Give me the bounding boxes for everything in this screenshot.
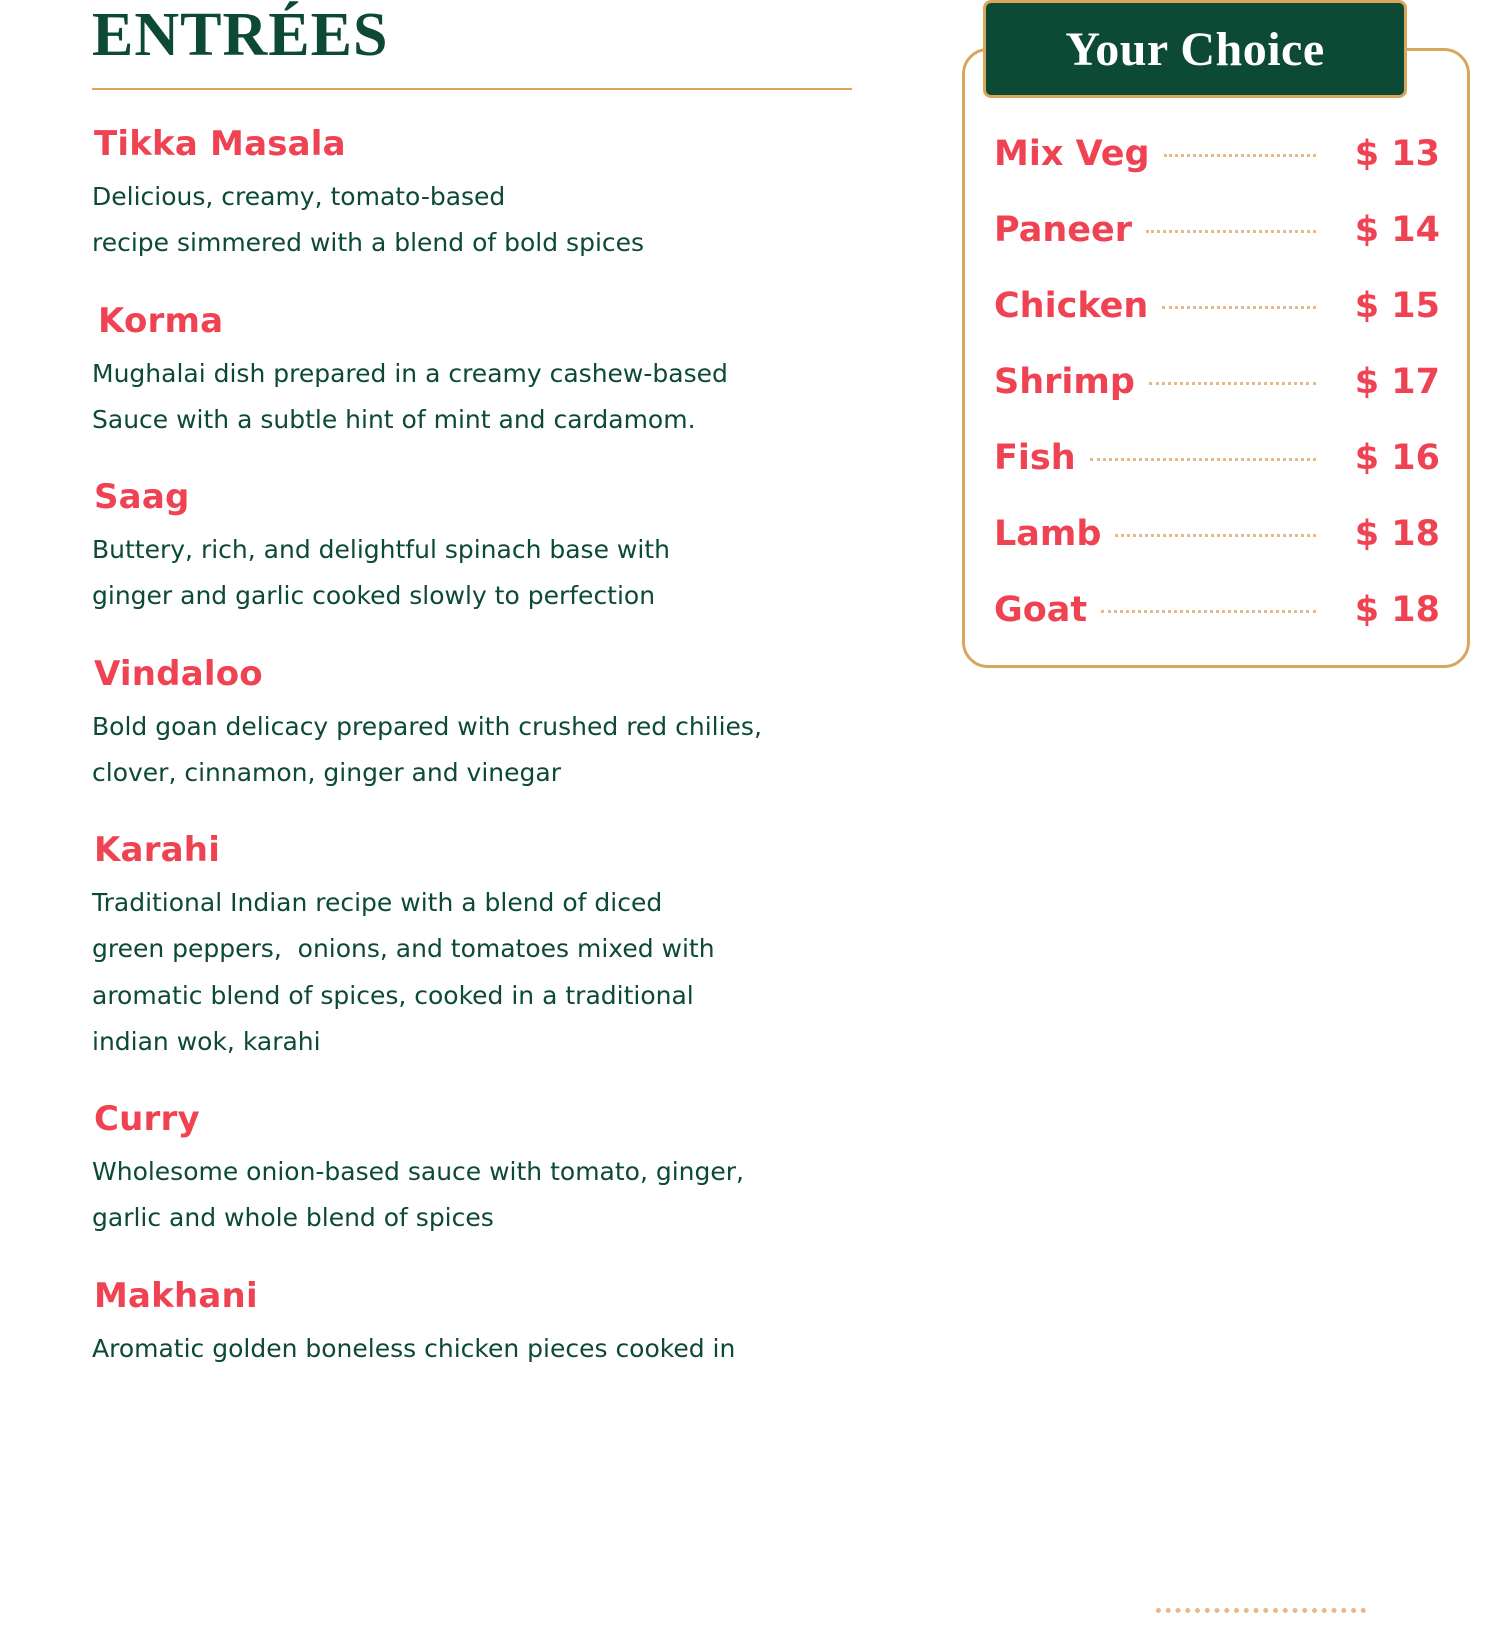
menu-item-description-line: Aromatic golden boneless chicken pieces cooked in: [92, 1333, 736, 1363]
menu-item-description: [92, 527, 882, 620]
your-choice-title: Your Choice: [1065, 22, 1325, 76]
choice-price: $ 18: [1354, 590, 1440, 630]
choice-label: Shrimp: [994, 362, 1135, 402]
menu-item-name: Korma: [98, 300, 224, 341]
menu-item-description-line: ginger and garlic cooked slowly to perfection: [92, 581, 656, 611]
entrees-section: [92, 0, 882, 1372]
title-divider: [92, 88, 852, 90]
dot-leader: [1164, 154, 1316, 157]
list-item: [994, 210, 1440, 286]
menu-item-description: [92, 880, 882, 1065]
menu-item-description-line: Delicious, creamy, tomato-based: [92, 182, 506, 211]
menu-item: [92, 477, 882, 620]
menu-item-description-line: indian wok, karahi: [92, 1026, 321, 1056]
choice-label: Lamb: [994, 514, 1102, 554]
menu-item: [92, 654, 882, 797]
page-title: ENTRÉES: [92, 1, 389, 69]
choice-price: $ 16: [1354, 438, 1440, 478]
menu-item-description-line: garlic and whole blend of spices: [92, 1203, 494, 1233]
dot-leader: [1101, 610, 1316, 613]
menu-item-name: Makhani: [94, 1275, 258, 1316]
menu-item-description: [92, 351, 882, 444]
menu-item: [92, 124, 882, 267]
menu-item-name: Tikka Masala: [94, 124, 346, 164]
menu-item-description: [92, 704, 882, 797]
menu-item-description: [92, 1326, 882, 1372]
dot-leader: [1149, 382, 1316, 385]
choice-price: $ 17: [1354, 362, 1440, 402]
menu-item-description-line: clover, cinnamon, ginger and vinegar: [92, 757, 561, 787]
menu-item: [92, 301, 882, 444]
your-choice-header: [983, 0, 1407, 98]
dot-leader: [1162, 306, 1316, 309]
menu-item-description: [92, 1149, 882, 1242]
choice-price: $ 14: [1354, 210, 1440, 250]
choice-price: $ 18: [1354, 514, 1440, 554]
list-item: [994, 514, 1440, 590]
menu-item-description-line: Sauce with a subtle hint of mint and cardamom.: [92, 404, 696, 434]
menu-item-description-line: aromatic blend of spices, cooked in a traditional: [92, 980, 694, 1010]
decorative-dot-leader: [1156, 1608, 1366, 1613]
dot-leader: [1146, 230, 1316, 233]
menu-item-name: Saag: [94, 477, 190, 517]
choice-label: Mix Veg: [994, 134, 1150, 174]
choice-label: Goat: [994, 590, 1088, 630]
choice-label: Fish: [994, 438, 1076, 478]
list-item: [994, 362, 1440, 438]
choice-label: Chicken: [994, 286, 1149, 326]
menu-item-description-line: Traditional Indian recipe with a blend of diced: [92, 888, 663, 917]
list-item: [994, 286, 1440, 362]
menu-item-name: Curry: [94, 1099, 200, 1139]
menu-item-description-line: recipe simmered with a blend of bold spices: [92, 228, 645, 258]
menu-item-description: [92, 174, 882, 267]
menu-item: [92, 830, 882, 1065]
menu-item: [92, 1276, 882, 1372]
list-item: [994, 134, 1440, 210]
your-choice-list: [962, 134, 1470, 666]
choice-price: $ 15: [1354, 286, 1440, 326]
choice-price: $ 13: [1354, 134, 1440, 174]
menu-item-name: Karahi: [94, 830, 221, 870]
menu-item-description-line: Mughalai dish prepared in a creamy cashew-based: [92, 358, 728, 388]
list-item: [994, 590, 1440, 666]
menu-item-description-line: Bold goan delicacy prepared with crushed red chilies,: [92, 711, 762, 741]
menu-item: [92, 1099, 882, 1242]
menu-item-description-line: Buttery, rich, and delightful spinach base with: [92, 535, 670, 564]
dot-leader: [1090, 458, 1316, 461]
menu-item-description-line: Wholesome onion-based sauce with tomato, ginger,: [92, 1157, 744, 1186]
menu-item-description-line: green peppers, onions, and tomatoes mixed with: [92, 934, 715, 964]
choice-label: Paneer: [994, 210, 1132, 250]
menu-item-name: Vindaloo: [94, 653, 263, 694]
dot-leader: [1115, 534, 1316, 537]
list-item: [994, 438, 1440, 514]
